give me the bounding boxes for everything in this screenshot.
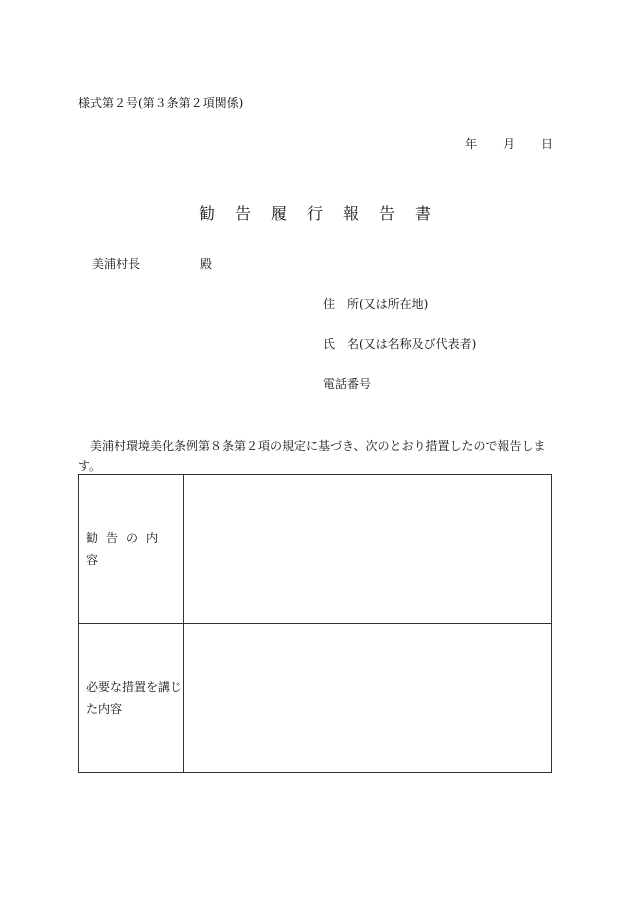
sender-name-label: 氏 名(又は名称及び代表者) [323, 337, 477, 351]
body-text: 美浦村環境美化条例第８条第２項の規定に基づき、次のとおり措置したので報告します。 [78, 439, 546, 473]
report-table [78, 474, 552, 773]
addressee-honorific: 殿 [200, 257, 213, 271]
date-month-label: 月 [503, 137, 516, 151]
sender-address-label: 住 所(又は所在地) [323, 297, 429, 311]
recommendation-content-field[interactable] [184, 475, 552, 624]
date-year-label: 年 [465, 137, 478, 151]
document-title: 勧告履行報告書 [198, 204, 451, 223]
table-row [79, 475, 552, 624]
measures-taken-field[interactable] [184, 624, 552, 773]
measures-taken-label: 必要な措置を講じた内容 [86, 680, 183, 716]
date-day-label: 日 [541, 137, 554, 151]
date-line [465, 138, 553, 150]
sender-phone-label: 電話番号 [323, 377, 372, 391]
table-row-label [79, 624, 184, 773]
table-row [79, 624, 552, 773]
recommendation-content-label: 勧告の内容 [86, 531, 167, 567]
addressee: 美浦村長 [92, 257, 141, 271]
table-row-label [79, 475, 184, 624]
form-number: 様式第２号(第３条第２項関係) [78, 96, 244, 110]
